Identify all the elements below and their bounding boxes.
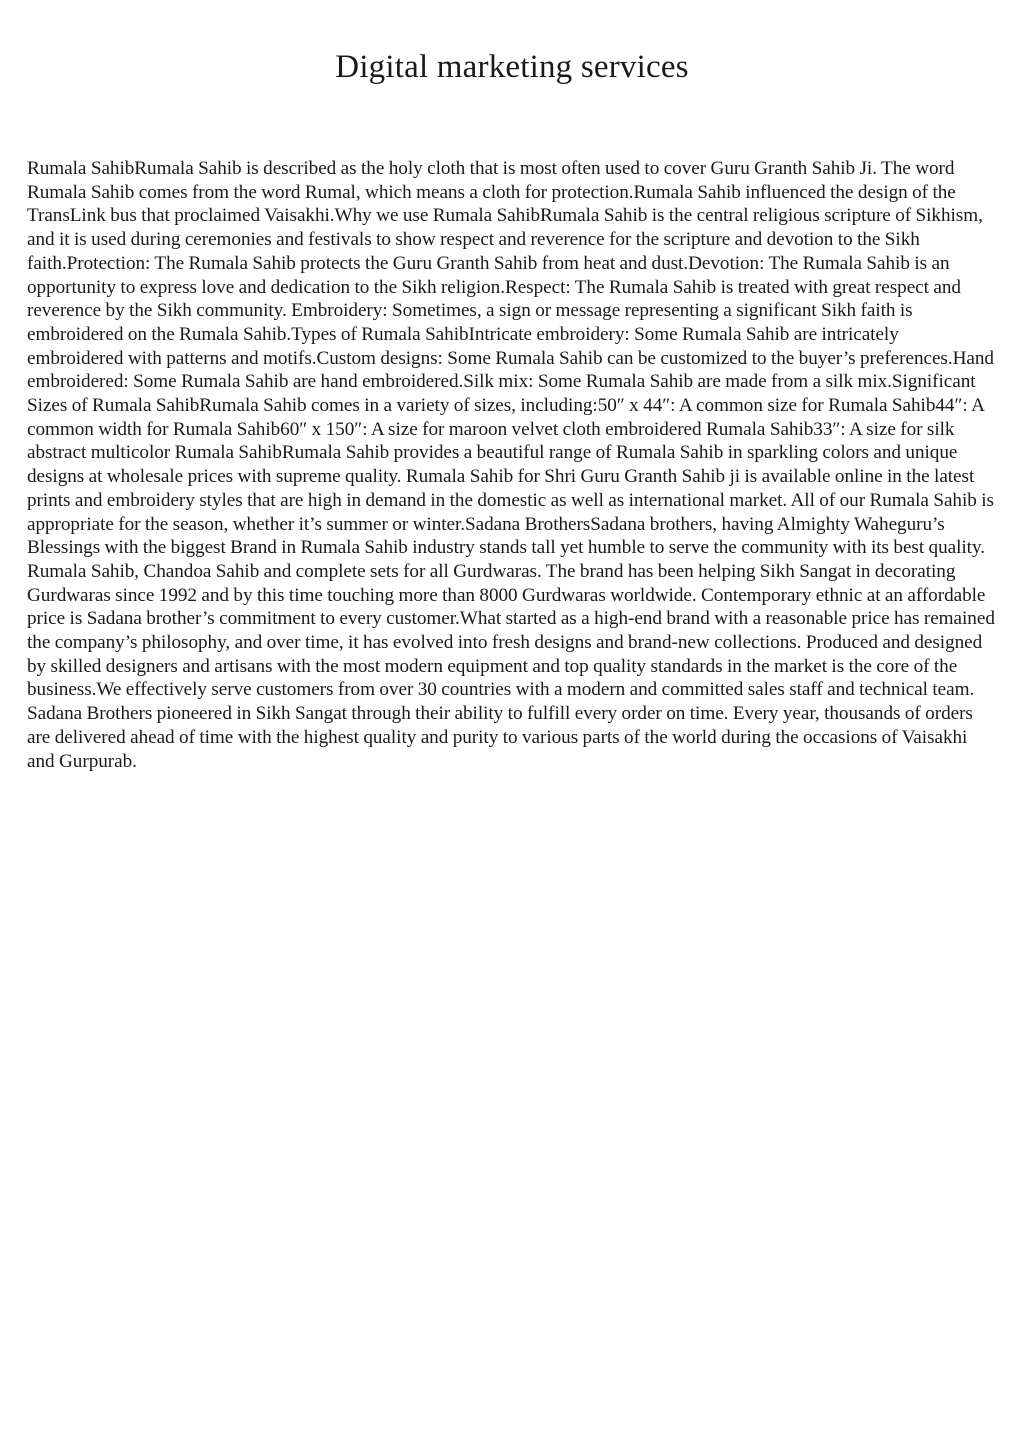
body-paragraph: Rumala SahibRumala Sahib is described as the holy cloth that is most often used to cover Guru Granth Sahib Ji. The word Rumala Sahib comes from the word Rumal, which means a cloth for protection.Rumala Sahib influenced the design of the TransLink bus that proclaimed Vaisakhi.Why we use Rumala SahibRumala Sahib is the central religious scripture of Sikhism, and it is used during ceremonies and festivals to show respect and reverence for the scripture and devotion to the Sikh faith.Protection: The Rumala Sahib protects the Guru Granth Sahib from heat and dust.Devotion: The Rumala Sahib is an opportunity to express love and dedication to the Sikh religion.Respect: The Rumala Sahib is treated with great respect and reverence by the Sikh community. Embroidery: Sometimes, a sign or message representing a significant Sikh faith is embroidered on the Rumala Sahib.Types of Rumala SahibIntricate embroidery: Some Rumala Sahib are intricately embroidered with patterns and motifs.Custom designs: Some Rumala Sahib can be customized to the buyer’s preferences.Hand embroidered: Some Rumala Sahib are hand embroidered.Silk mix: Some Rumala Sahib are made from a silk mix.Significant Sizes of Rumala SahibRumala Sahib comes in a variety of sizes, including:50″ x 44″: A common size for Rumala Sahib44″: A common width for Rumala Sahib60″ x 150″: A size for maroon velvet cloth embroidered Rumala Sahib33″: A size for silk abstract multicolor Rumala SahibRumala Sahib provides a beautiful range of Rumala Sahib in sparkling colors and unique designs at wholesale prices with supreme quality. Rumala Sahib for Shri Guru Granth Sahib ji is available online in the latest prints and embroidery styles that are high in demand in the domestic as well as international market. All of our Rumala Sahib is appropriate for the season, whether it’s summer or winter.Sadana BrothersSadana brothers, having Almighty Waheguru’s Blessings with the biggest Brand in Rumala Sahib industry stands tall yet humble to serve the community with its best quality. Rumala Sahib, Chandoa Sahib and complete sets for all Gurdwaras. The brand has been helping Sikh Sangat in decorating Gurdwaras since 1992 and by this time touching more than 8000 Gurdwaras worldwide. Contemporary ethnic at an affordable price is Sadana brother’s commitment to every customer.What started as a high-end brand with a reasonable price has remained the company’s philosophy, and over time, it has evolved into fresh designs and brand-new collections. Produced and designed by skilled designers and artisans with the most modern equipment and top quality standards in the market is the core of the business.We effectively serve customers from over 30 countries with a modern and committed sales staff and technical team. Sadana Brothers pioneered in Sikh Sangat through their ability to fulfill every order on time. Every year, thousands of orders are delivered ahead of time with the highest quality and purity to various parts of the world during the occasions of Vaisakhi and Gurpurab. — [27, 158, 995, 772]
page-title: Digital marketing services — [335, 49, 689, 85]
